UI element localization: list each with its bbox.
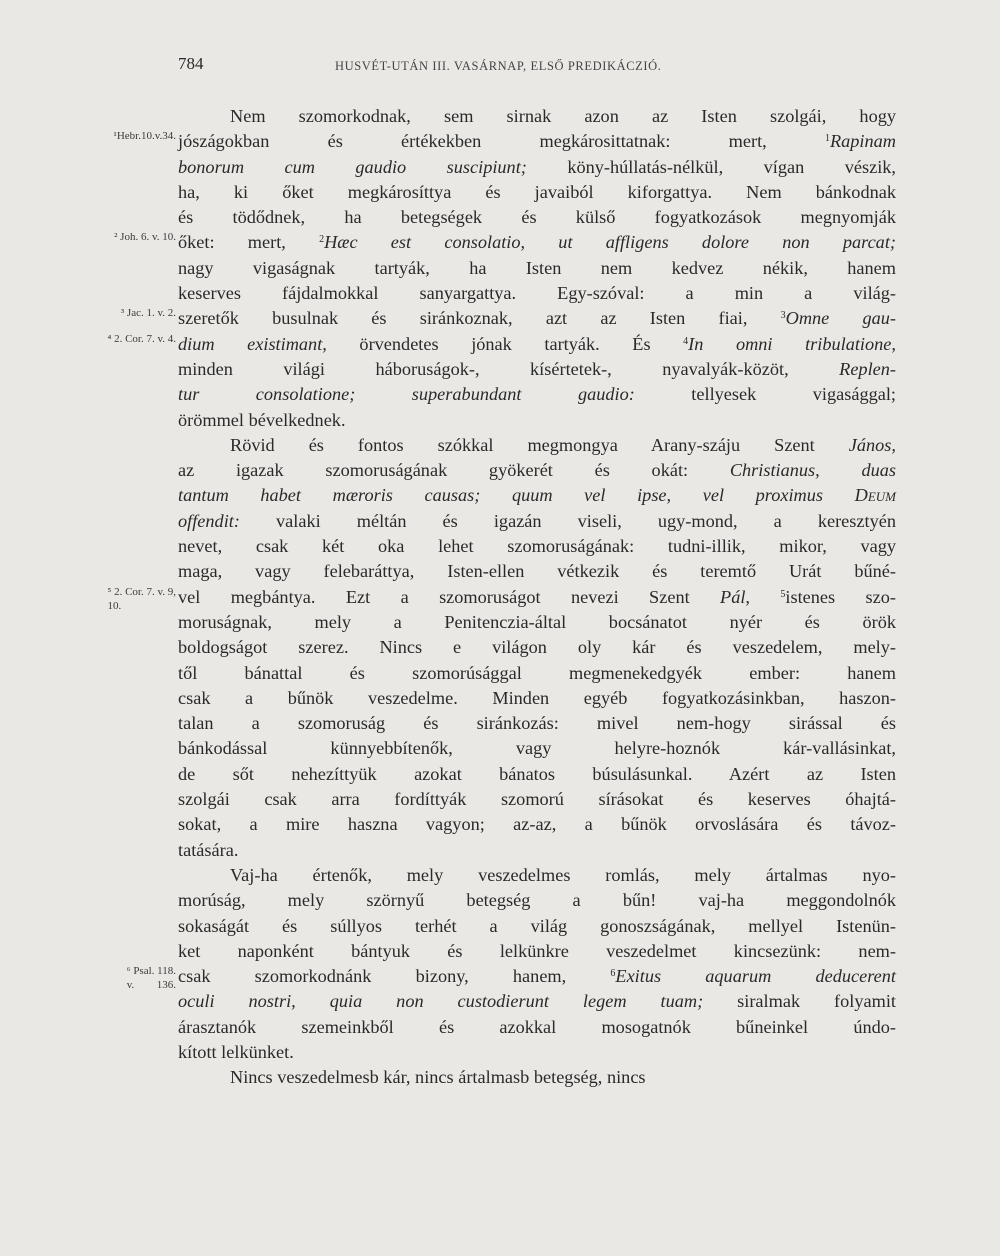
margin-reference	[121, 306, 176, 320]
text-segment: Vaj-ha értenők, mely veszedelmes romlás, mely ártalmas nyo-	[230, 864, 896, 885]
text-line	[113, 129, 896, 154]
body-text	[107, 104, 897, 1091]
latin-quotation: Hæc est consolatio, ut affligens dolore non parcat;	[324, 232, 896, 253]
text-segment: tatására.	[178, 839, 239, 860]
text-line	[178, 104, 896, 129]
text-segment: től bánattal és szomorúsággal megmenekedgyék ember: hanem	[178, 662, 896, 683]
text-line	[178, 205, 896, 230]
text-segment: boldogságot szerez. Nincs e világon oly kár és veszedelem, mely-	[178, 637, 896, 658]
text-segment: maga, vagy felebaráttya, Isten-ellen vétkezik és teremtő Urát bűné-	[178, 561, 896, 582]
text-segment: jószágokban és értékekben megkárosittatnak: mert,	[178, 131, 825, 152]
text-line	[178, 863, 896, 888]
text-line	[178, 661, 896, 686]
text-segment: istenes szo-	[785, 586, 896, 607]
text-line	[178, 686, 896, 711]
margin-reference	[127, 964, 176, 992]
text-line	[107, 332, 896, 357]
text-segment: moruságnak, mely a Penitenczia-által bocsánatot nyér és örök	[178, 611, 896, 632]
text-segment: minden világi háboruságok-, kísértetek-, nyavalyák-közöt,	[178, 358, 840, 379]
latin-quotation: Exitus aquarum deducerent	[615, 966, 897, 987]
text-line	[178, 155, 896, 180]
text-segment: örvendetes jónak tartyák. És	[326, 333, 684, 354]
text-segment: siralmak folyamit	[703, 991, 896, 1012]
margin-reference	[107, 585, 176, 613]
text-segment: vel megbántya. Ezt a szomoruságot nevezi Szent	[178, 586, 721, 607]
text-segment: Nincs veszedelmesb kár, nincs ártalmasb betegség, nincs	[230, 1067, 646, 1088]
text-line	[178, 281, 896, 306]
text-line	[178, 762, 896, 787]
margin-reference	[107, 332, 176, 346]
latin-quotation: tur consolatione; superabundant gaudio:	[178, 384, 635, 405]
text-segment: bánkodással künnyebbítenők, vagy helyre-hoznók kár-vallásinkat,	[178, 738, 896, 759]
text-line	[178, 736, 896, 761]
text-line	[178, 458, 896, 483]
margin-reference-line: v. 136.	[126, 979, 176, 992]
text-line	[178, 1040, 896, 1065]
text-line	[178, 888, 896, 913]
text-segment: csak a bűnök veszedelme. Minden egyéb fogyatkozásinkban, haszon-	[178, 687, 896, 708]
text-segment: Nem szomorkodnak, sem sirnak azon az Isten szolgái, hogy	[230, 106, 896, 126]
text-line	[178, 914, 896, 939]
text-line	[178, 559, 896, 584]
text-segment: tellyesek vigasággal;	[634, 384, 897, 405]
text-segment	[750, 587, 780, 607]
text-segment: kított lelkünket.	[178, 1041, 294, 1062]
text-line	[178, 787, 896, 812]
text-line	[126, 964, 897, 992]
footnote-marker: 3	[780, 310, 786, 322]
latin-quotation: offendit:	[178, 510, 240, 531]
text-line	[178, 256, 896, 281]
text-segment: köny-húllatás-nélkül, vígan vészik,	[526, 156, 897, 177]
text-segment: sokat, a mire haszna vagyon; az-az, a bűnök orvoslására és távoz-	[178, 814, 896, 835]
text-segment: árasztanók szemeinkből és azokkal mosogatnók bűneinkel úndo-	[178, 1016, 896, 1037]
footnote-marker: 2	[319, 234, 325, 246]
text-segment: szolgái csak arra fordíttyák szomorú sírásokat és keserves óhajtá-	[178, 789, 896, 810]
text-segment: csak szomorkodnánk bizony, hanem,	[178, 966, 611, 987]
latin-quotation: dium existimant,	[178, 333, 327, 354]
latin-quotation: oculi nostri, quia non custodierunt legem tuam;	[178, 991, 704, 1012]
small-caps-word: Deum	[854, 485, 896, 506]
text-line	[107, 585, 896, 612]
text-line	[178, 635, 896, 660]
text-line	[178, 610, 896, 635]
text-line	[114, 230, 896, 255]
running-title: HUSVÉT-UTÁN III. VASÁRNAP, ELSŐ PREDIKÁCZIÓ.	[335, 59, 662, 73]
text-segment: az igazak szomoruságának gyökerét és okát:	[178, 460, 730, 481]
text-segment: talan a szomoruság és siránkozás: mivel nem-hogy sirással és	[178, 713, 896, 734]
margin-reference-line: ² Joh. 6. v. 10.	[114, 231, 176, 244]
text-line	[178, 1015, 896, 1040]
text-line	[178, 382, 896, 407]
latin-quotation: Omne gau-	[785, 308, 896, 329]
text-segment: szeretők busulnak és siránkoznak, azt az Isten fiai,	[178, 308, 781, 329]
text-line	[178, 989, 896, 1014]
margin-reference-line: ³ Jac. 1. v. 2.	[120, 307, 176, 320]
latin-quotation: In omni tribulatione,	[688, 333, 896, 354]
text-line	[178, 812, 896, 837]
latin-quotation: tantum habet mæroris causas; quum vel ipse, vel proximus	[178, 485, 855, 506]
text-line	[178, 357, 896, 382]
latin-quotation: Pál,	[720, 586, 751, 607]
text-segment: keserves fájdalmokkal sanyargattya. Egy-szóval: a min a világ-	[178, 283, 896, 304]
text-segment: örömmel bévelkednek.	[178, 409, 346, 430]
text-line	[178, 408, 896, 433]
margin-reference-line: ¹Hebr.10.v.34.	[113, 130, 176, 143]
text-line	[178, 483, 896, 508]
text-segment: és tödődnek, ha betegségek és külső fogyatkozások megnyomják	[178, 207, 896, 228]
text-segment: Rövid és fontos szókkal megmongya Arany-száju Szent	[230, 434, 849, 455]
text-segment: valaki méltán és igazán viseli, ugy-mond, a keresztyén	[239, 510, 896, 531]
latin-quotation: Christianus, duas	[729, 460, 896, 481]
latin-quotation: Rapinam	[829, 131, 896, 152]
text-line	[178, 534, 896, 559]
text-line	[178, 939, 896, 964]
text-segment: ha, ki őket megkárosíttya és javaiból kiforgattya. Nem bánkodnak	[178, 181, 896, 202]
text-line	[178, 711, 896, 736]
text-line	[178, 509, 896, 534]
footnote-marker: 6	[610, 968, 616, 980]
text-segment: nagy vigaságnak tartyák, ha Isten nem kedvez nékik, hanem	[178, 257, 896, 278]
margin-reference-line: ⁶ Psal. 118.	[126, 965, 176, 978]
footnote-marker: 1	[824, 133, 830, 145]
text-segment: őket: mert,	[178, 232, 320, 253]
text-line	[178, 1065, 896, 1090]
text-segment: nevet, csak két oka lehet szomoruságának: tudni-illik, mikor, vagy	[178, 536, 896, 557]
text-segment: ket naponként bántyuk és lelkünkre veszedelmet kincsezünk: nem-	[178, 940, 896, 961]
text-segment: morúság, mely szörnyű betegség a bűn! vaj-ha meggondolnók	[178, 890, 896, 911]
margin-reference	[114, 230, 176, 244]
latin-quotation: Replen-	[839, 358, 896, 379]
text-line	[120, 306, 896, 331]
latin-quotation: János,	[848, 434, 896, 455]
text-line	[178, 180, 896, 205]
latin-quotation: bonorum cum gaudio suscipiunt;	[178, 156, 527, 177]
footnote-marker: 4	[683, 335, 689, 347]
text-line	[178, 838, 896, 863]
text-segment: de sőt nehezíttyük azokat bánatos búsulásunkal. Azért az Isten	[178, 763, 896, 784]
page-header	[178, 54, 898, 84]
footnote-marker: 5	[780, 588, 786, 600]
margin-reference-line: ⁵ 2. Cor. 7. v. 9,	[107, 585, 176, 598]
text-line	[178, 433, 896, 458]
margin-reference-line: ⁴ 2. Cor. 7. v. 4.	[107, 332, 176, 345]
page-number: 784	[178, 54, 204, 73]
margin-reference-line: 10.	[107, 599, 122, 612]
text-segment: sokaságát és súllyos terhét a világ gonoszságának, mellyel Istenün-	[178, 915, 896, 936]
margin-reference	[114, 129, 176, 143]
